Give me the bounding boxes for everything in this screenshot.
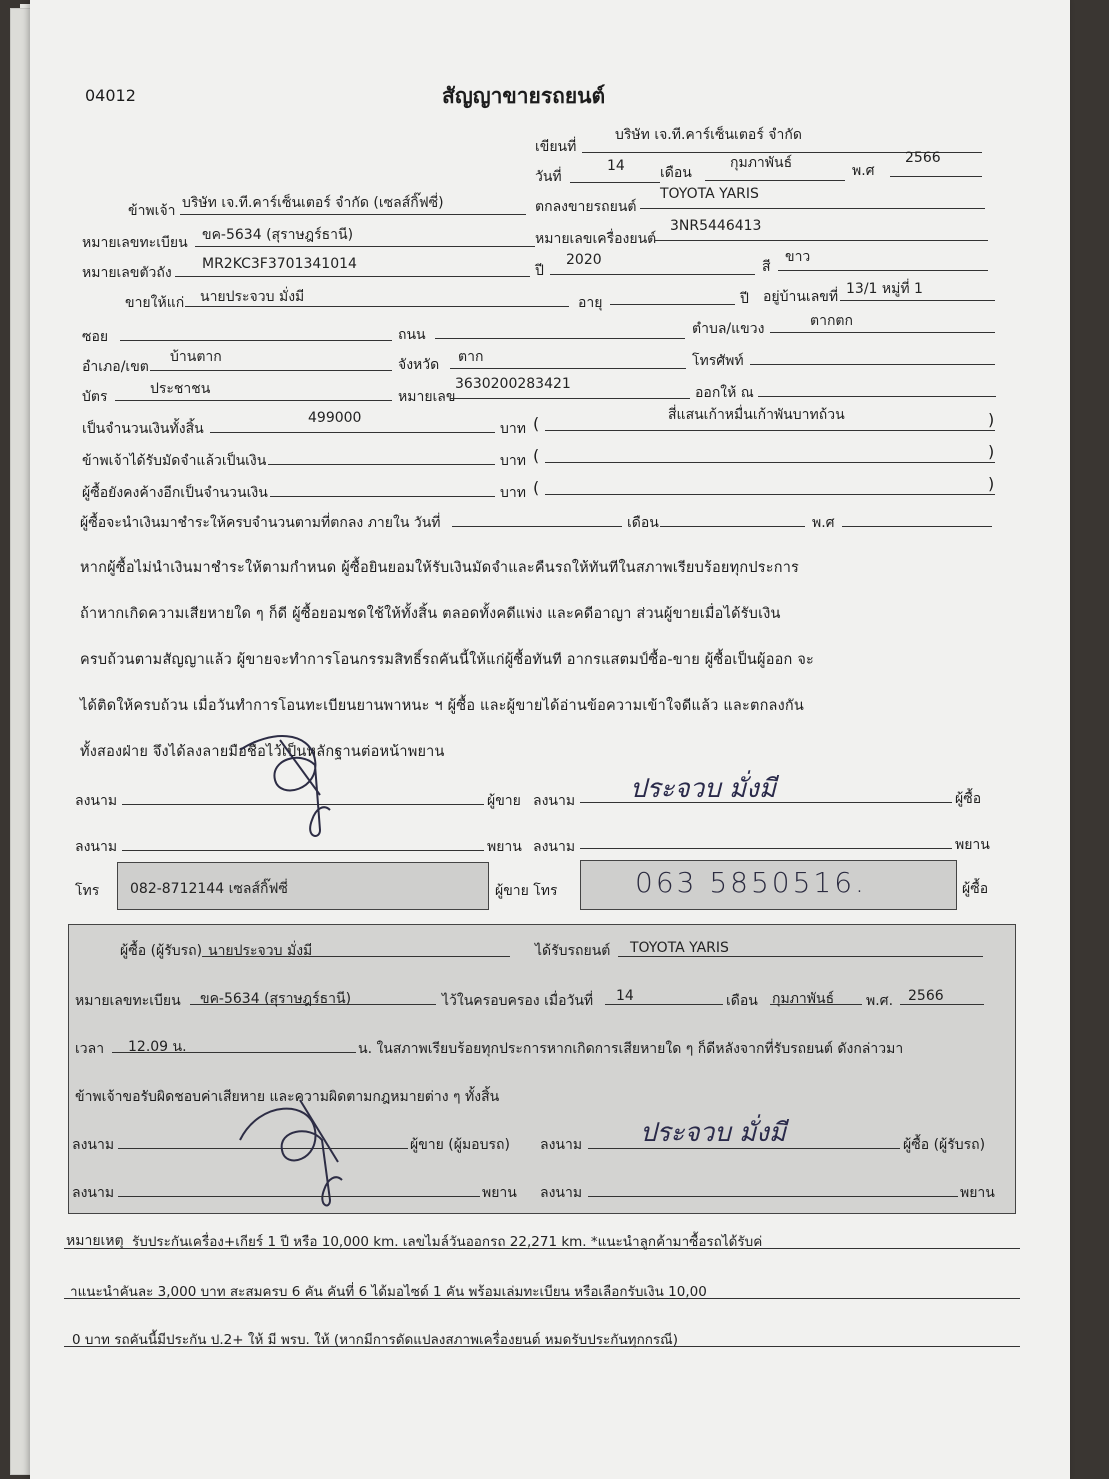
buyer-role-label: ผู้ซื้อ [955, 791, 982, 807]
total-label: เป็นจำนวนเงินทั้งสิ้น [82, 421, 204, 437]
issued-label: ออกให้ ณ [695, 385, 754, 401]
witness2-sign-line [580, 848, 952, 849]
seller-name: บริษัท เจ.ที.คาร์เซ็นเตอร์ จำกัด (เซลส์กิ๊ฟซี่) [182, 195, 444, 211]
district-value: บ้านตาก [170, 349, 222, 365]
due-day-line [452, 526, 622, 527]
receipt-year-line [900, 1004, 984, 1005]
remaining-text-line [545, 494, 995, 495]
issued-line [758, 396, 996, 397]
terms-line-1: หากผู้ซื้อไม่นำเงินมาชำระให้ตามกำหนด ผู้ซื้อยินยอมให้รับเงินมัดจำและคืนรถให้ทันทีในสภาพเรียบร้อยทุกประการ [80, 560, 800, 576]
phone-row-label: โทร [75, 883, 100, 899]
car-year-value: 2020 [566, 252, 602, 268]
seller-sign-label: ลงนาม [75, 793, 118, 809]
month-value: กุมภาพันธ์ [730, 155, 793, 171]
color-label: สี [762, 259, 771, 275]
receipt-liability: ข้าพเจ้าขอรับผิดชอบค่าเสียหาย และความผิดตามกฎหมายต่าง ๆ ทั้งสิ้น [75, 1089, 500, 1105]
deposit-line [268, 464, 495, 465]
year-value: 2566 [905, 150, 941, 166]
buyer-signature: ประจวบ มั่งมี [630, 774, 777, 804]
receipt-buyer-sign-label: ลงนาม [540, 1137, 583, 1153]
total-paren-close: ) [988, 410, 995, 429]
deposit-text-line [545, 462, 995, 463]
witness1-role-label: พยาน [487, 839, 522, 855]
receipt-buyer-signature: ประจวบ มั่งมี [640, 1118, 787, 1148]
remaining-paren-open: ( [533, 478, 540, 497]
witness1-sign-line [122, 850, 484, 851]
receipt-buyer-name: นายประจวบ มั่งมี [208, 943, 313, 959]
witness2-role-label: พยาน [955, 837, 990, 853]
remaining-line [270, 496, 495, 497]
remaining-label: ผู้ซื้อยังคงค้างอีกเป็นจำนวนเงิน [82, 485, 268, 501]
receipt-year: 2566 [908, 988, 944, 1004]
receipt-time: 12.09 น. [128, 1039, 187, 1055]
district-line [150, 370, 392, 371]
engine-value: 3NR5446413 [670, 218, 762, 234]
address-value: 13/1 หมู่ที่ 1 [846, 281, 923, 297]
deposit-paren-open: ( [533, 446, 540, 465]
receipt-time-label: เวลา [75, 1041, 105, 1057]
engine-line [655, 240, 988, 241]
seller-signature-scribble [220, 720, 360, 840]
address-line [840, 300, 995, 301]
subdistrict-value: ตากตก [810, 313, 853, 329]
total-paren-open: ( [533, 414, 540, 433]
total-baht: บาท [500, 421, 526, 437]
receipt-witness1-role: พยาน [482, 1185, 517, 1201]
agree-label: ตกลงขายรถยนต์ [535, 199, 637, 215]
card-value: ประชาชน [150, 381, 211, 397]
due-year-line [842, 526, 992, 527]
seller-phone: 082-8712144 เซลส์กิ๊ฟซี่ [130, 881, 288, 897]
province-value: ตาก [458, 349, 484, 365]
receipt-possession-label: ไว้ในครอบครอง เมื่อวันที่ [442, 993, 594, 1009]
receipt-car: TOYOTA YARIS [630, 940, 729, 956]
buyer-sign-label: ลงนาม [533, 793, 576, 809]
plate-value: ขค-5634 (สุราษฎร์ธานี) [202, 227, 354, 243]
road-line [435, 338, 685, 339]
receipt-witness2-role: พยาน [960, 1185, 995, 1201]
deposit-baht: บาท [500, 453, 526, 469]
seller-role-label: ผู้ขาย [487, 793, 521, 809]
receipt-seller-signature-scribble [230, 1070, 370, 1210]
receipt-witness2-sign-label: ลงนาม [540, 1185, 583, 1201]
card-line [115, 400, 392, 401]
buyer-phone: 063 5850516. [635, 866, 867, 899]
age-label: อายุ [578, 295, 603, 311]
car-year-label: ปี [535, 263, 544, 279]
car-value: TOYOTA YARIS [660, 186, 759, 202]
phone-label: โทรศัพท์ [692, 353, 744, 369]
seller-label: ข้าพเจ้า [128, 203, 176, 219]
day-value: 14 [607, 158, 625, 174]
contract-paper [30, 0, 1070, 1479]
card-no-label: หมายเลข [398, 389, 456, 405]
receipt-month: กุมภาพันธ์ [772, 991, 835, 1007]
buyer-name: นายประจวบ มั่งมี [200, 289, 305, 305]
engine-label: หมายเลขเครื่องยนต์ [535, 231, 657, 247]
receipt-car-line [618, 956, 983, 957]
month-line [705, 180, 845, 181]
receipt-condition: น. ในสภาพเรียบร้อยทุกประการหากเกิดการเสียหายใด ๆ ก็ดีหลังจากที่รับรถยนต์ ดังกล่าวมา [358, 1041, 904, 1057]
terms-line-3: ครบถ้วนตามสัญญาแล้ว ผู้ขายจะทำการโอนกรรมสิทธิ์รถคันนี้ให้แก่ผู้ซื้อทันที อากรแสตมป์ซื้อ-ขาย ผู้ซื้อเป็นผู้ออก จะ [80, 652, 815, 668]
chassis-label: หมายเลขตัวถัง [82, 265, 172, 281]
color-value: ขาว [785, 249, 811, 265]
written-at-value: บริษัท เจ.ที.คาร์เซ็นเตอร์ จำกัด [615, 127, 802, 143]
age-line [610, 304, 735, 305]
written-at-label: เขียนที่ [535, 139, 577, 155]
witness2-sign-label: ลงนาม [533, 839, 576, 855]
terms-line-5: ทั้งสองฝ่าย จึงได้ลงลายมือชื่อไว้เป็นหลักฐานต่อหน้าพยาน [80, 744, 445, 760]
remarks-line-1: รับประกันเครื่อง+เกียร์ 1 ปี หรือ 10,000 km. เลขไมล์วันออกรถ 22,271 km. *แนะนำลูกค้ามาซื้อรถได้รับค่ [132, 1234, 763, 1250]
receipt-plate: ขค-5634 (สุราษฎร์ธานี) [200, 991, 352, 1007]
receipt-witness1-line [118, 1196, 480, 1197]
due-month-line [660, 526, 805, 527]
address-label: อยู่บ้านเลขที่ [763, 289, 839, 305]
road-label: ถนน [398, 327, 426, 343]
total-line [210, 432, 495, 433]
soi-label: ซอย [82, 329, 109, 345]
deposit-label: ข้าพเจ้าได้รับมัดจำแล้วเป็นเงิน [82, 453, 267, 469]
car-year-line [550, 274, 755, 275]
card-label: บัตร [82, 389, 108, 405]
receipt-witness2-line [588, 1196, 958, 1197]
deposit-paren-close: ) [988, 442, 995, 461]
chassis-value: MR2KC3F3701341014 [202, 256, 357, 272]
chassis-line [175, 276, 530, 277]
receipt-day: 14 [616, 988, 634, 1004]
plate-label: หมายเลขทะเบียน [82, 235, 188, 251]
document-number: 04012 [85, 86, 136, 105]
receipt-buyer-label: ผู้ซื้อ (ผู้รับรถ) [120, 943, 203, 959]
receipt-buyer-role: ผู้ซื้อ (ผู้รับรถ) [903, 1137, 986, 1153]
subdistrict-label: ตำบล/แขวง [692, 321, 765, 337]
receipt-received-label: ได้รับรถยนต์ [535, 943, 611, 959]
remarks-rule-1 [64, 1248, 1020, 1249]
remarks-label: หมายเหตุ [66, 1233, 124, 1249]
phone-line [750, 364, 995, 365]
receipt-seller-role: ผู้ขาย (ผู้มอบรถ) [410, 1137, 510, 1153]
sold-to-label: ขายให้แก่ [125, 295, 185, 311]
due-year-label: พ.ศ [812, 515, 835, 531]
age-unit: ปี [740, 291, 749, 307]
province-label: จังหวัด [398, 357, 440, 373]
seller-line [180, 214, 526, 215]
remarks-line-2: าแนะนำคันละ 3,000 บาท สะสมครบ 6 คัน คันที่ 6 ได้มอไซด์ 1 คัน พร้อมเล่มทะเบียน หรือเลือกรับเงิน 10,00 [70, 1284, 707, 1300]
remarks-rule-3 [64, 1346, 1020, 1347]
plate-line [195, 246, 535, 247]
year-line [890, 176, 982, 177]
year-label: พ.ศ [852, 163, 875, 179]
terms-line-2: ถ้าหากเกิดความเสียหายใด ๆ ก็ดี ผู้ซื้อยอมชดใช้ให้ทั้งสิ้น ตลอดทั้งคดีแพ่ง และคดีอาญา ส่วนผู้ขายเมื่อได้รับเงิน [80, 606, 781, 622]
card-no-line [450, 398, 690, 399]
district-label: อำเภอ/เขต [82, 359, 149, 375]
remarks-rule-2 [64, 1298, 1020, 1299]
card-no-value: 3630200283421 [455, 376, 571, 392]
province-line [450, 368, 686, 369]
receipt-day-line [605, 1004, 723, 1005]
receipt-witness1-sign-label: ลงนาม [72, 1185, 115, 1201]
receipt-plate-label: หมายเลขทะเบียน [75, 993, 181, 1009]
remarks-line-3: 0 บาท รถคันนี้มีประกัน ป.2+ ให้ มี พรบ. ให้ (หากมีการดัดแปลงสภาพเครื่องยนต์ หมดรับประกันทุกกรณี) [72, 1332, 678, 1348]
color-line [778, 270, 988, 271]
month-label: เดือน [660, 165, 692, 181]
day-line [570, 182, 660, 183]
receipt-seller-sign-label: ลงนาม [72, 1137, 115, 1153]
due-month-label: เดือน [627, 515, 659, 531]
receipt-year-label: พ.ศ. [866, 993, 894, 1009]
receipt-month-label: เดือน [726, 993, 758, 1009]
date-label: วันที่ [535, 169, 562, 185]
due-label: ผู้ซื้อจะนำเงินมาชำระให้ครบจำนวนตามที่ตกลง ภายใน วันที่ [80, 515, 441, 531]
receipt-section [68, 924, 1016, 1214]
subdistrict-line [770, 332, 995, 333]
page-title: สัญญาขายรถยนต์ [442, 84, 606, 108]
total-value: 499000 [308, 410, 362, 426]
buyer-phone-label: ผู้ซื้อ [962, 881, 989, 897]
total-text-line [545, 430, 995, 431]
witness1-sign-label: ลงนาม [75, 839, 118, 855]
total-text: สี่แสนเก้าหมื่นเก้าพันบาทถ้วน [668, 407, 845, 423]
remaining-paren-close: ) [988, 474, 995, 493]
remaining-baht: บาท [500, 485, 526, 501]
terms-line-4: ได้ติดให้ครบถ้วน เมื่อวันทำการโอนทะเบียนยานพาหนะ ฯ ผู้ซื้อ และผู้ขายได้อ่านข้อความเข้าใจดีแล้ว และตกลงกัน [80, 698, 805, 714]
seller-tel-label: ผู้ขาย โทร [495, 883, 558, 899]
soi-line [120, 340, 392, 341]
car-line [640, 208, 985, 209]
